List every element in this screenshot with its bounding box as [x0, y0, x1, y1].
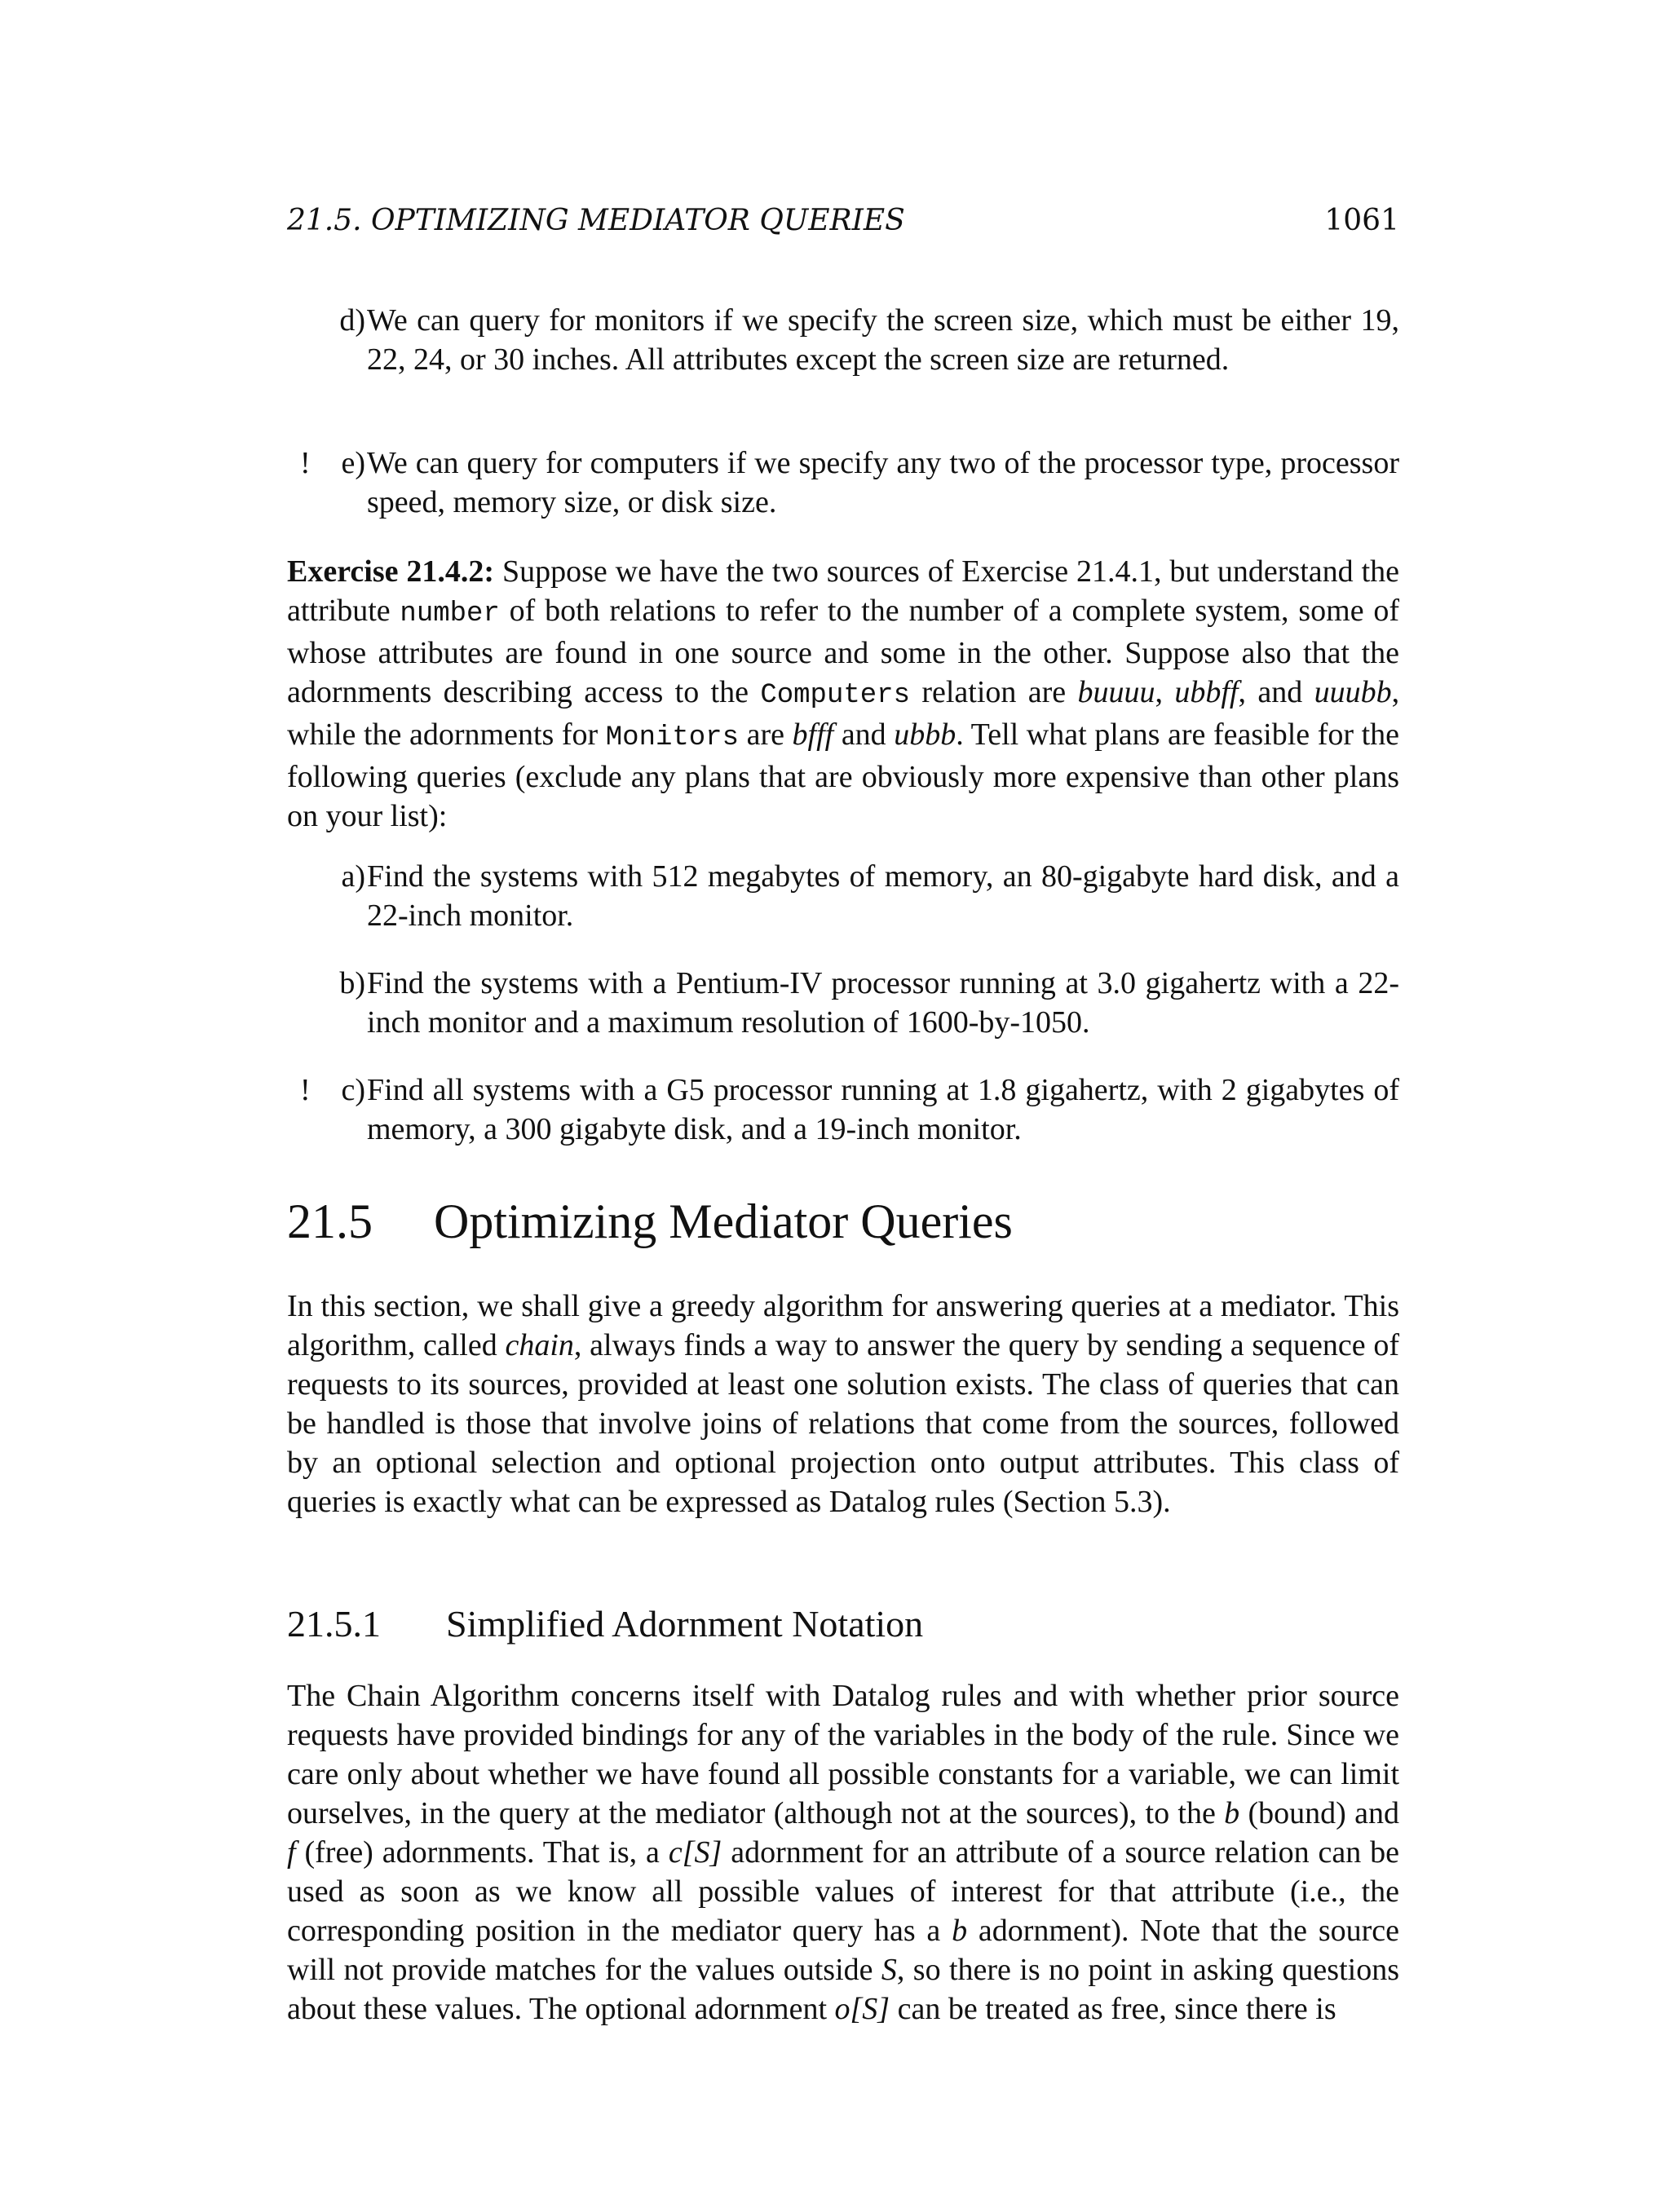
adornment: ubbb	[894, 717, 956, 752]
code-relation-computers: Computers	[760, 680, 910, 711]
subsection-number: 21.5.1	[287, 1603, 381, 1645]
subsection-title: Simplified Adornment Notation	[446, 1603, 924, 1645]
adornment-symbol: c[S]	[668, 1835, 722, 1870]
adornment-symbol: o[S]	[834, 1992, 890, 2026]
adornment: bfff	[792, 717, 834, 752]
exercise-paragraph	[287, 552, 1399, 836]
list-item	[300, 1071, 1399, 1149]
section-heading	[287, 1194, 1013, 1250]
list-item	[300, 444, 1399, 522]
exercise-text: , while the adornments for	[287, 675, 1400, 752]
item-label: b)	[339, 966, 365, 1000]
adornment: buuuu	[1077, 675, 1155, 709]
adornment-symbol: f	[287, 1835, 296, 1870]
subsection-paragraph	[287, 1676, 1399, 2029]
section-title: Optimizing Mediator Queries	[434, 1194, 1013, 1248]
code-attribute-number: number	[400, 598, 500, 629]
paragraph-text: In this section, we shall give a greedy algorithm for answering queries at a mediator. This algorithm, called	[287, 1289, 1399, 1362]
item-label: c)	[341, 1073, 365, 1107]
page-number: 1061	[1324, 204, 1399, 237]
exercise-text: relation are	[921, 675, 1067, 709]
paragraph-text: , so there is no point in asking questions about these values. The optional adornment	[287, 1953, 1399, 2026]
item-label: a)	[341, 859, 365, 894]
paragraph-text: (free) adornments. That is, a	[304, 1835, 660, 1870]
item-text: We can query for monitors if we specify the screen size, which must be either 19, 22, 24, or 30 inches. All attributes except the screen size are returned.	[367, 303, 1399, 377]
difficulty-mark: !	[300, 1073, 311, 1107]
exercise-text: , and	[1238, 675, 1303, 709]
exercise-label: Exercise 21.4.2:	[287, 554, 495, 589]
exercise-text: Suppose we have the two sources of Exercise 21.4.1, but understand the attribute	[287, 554, 1399, 628]
list-item	[316, 301, 1399, 379]
adornment: ubbff	[1174, 675, 1239, 709]
adornment-symbol: b	[952, 1914, 968, 1948]
set-symbol: S	[881, 1953, 897, 1987]
exercise-text: ,	[1155, 675, 1163, 709]
list-item	[316, 857, 1399, 935]
paragraph-text: (bound) and	[1248, 1796, 1399, 1830]
item-label: e)	[341, 446, 365, 480]
subsection-heading	[287, 1602, 923, 1645]
adornment-symbol: b	[1224, 1796, 1240, 1830]
paragraph-text: , always finds a way to answer the query by sending a sequence of requests to its sources, provided at least one solution exists. The class of queries that can be handled is those that involve joins of relations that come from the sources, followed by an optional selection and optional projection onto output attributes. This class of queries is exactly what can be expressed as Datalog rules (Section 5.3).	[287, 1328, 1399, 1519]
item-text: We can query for computers if we specify any two of the processor type, processor speed, memory size, or disk size.	[367, 446, 1399, 519]
item-text: Find the systems with a Pentium-IV processor running at 3.0 gigahertz with a 22-inch monitor and a maximum resolution of 1600-by-1050.	[367, 966, 1399, 1040]
paragraph-text: adornment for an attribute of a source relation can be used as soon as we know all possible values of interest for that attribute (i.e., the corresponding position in the mediator query has a	[287, 1835, 1400, 1948]
item-text: Find the systems with 512 megabytes of memory, an 80-gigabyte hard disk, and a 22-inch monitor.	[367, 859, 1399, 933]
section-number: 21.5	[287, 1194, 373, 1248]
difficulty-mark: !	[300, 446, 311, 480]
item-text: Find all systems with a G5 processor running at 1.8 gigahertz, with 2 gigabytes of memory, a 300 gigabyte disk, and a 19-inch monitor.	[367, 1073, 1399, 1146]
algorithm-name: chain	[505, 1328, 574, 1362]
exercise-text: of both relations to refer to the number of a complete system, some of whose attributes are found in one source and some in the other. Suppose also that the adornments describing access to the	[287, 594, 1400, 709]
section-intro-paragraph	[287, 1287, 1399, 1521]
paragraph-text: adornment). Note that the source will not provide matches for the values outside	[287, 1914, 1399, 1987]
exercise-text: . Tell what plans are feasible for the following queries (exclude any plans that are obviously more expensive than other plans on your list):	[287, 717, 1400, 833]
paragraph-text: The Chain Algorithm concerns itself with Datalog rules and with whether prior source requests have provided bindings for any of the variables in the body of the rule. Since we care only about whether we have found all possible constants for a variable, we can limit ourselves, in the query at the mediator (although not at the sources), to the	[287, 1679, 1399, 1830]
running-header-title: 21.5. OPTIMIZING MEDIATOR QUERIES	[287, 204, 905, 237]
adornment: uuubb	[1314, 675, 1392, 709]
running-header	[287, 204, 1399, 245]
exercise-text: and	[841, 717, 886, 752]
item-label: d)	[339, 303, 365, 338]
exercise-text: are	[746, 717, 784, 752]
code-relation-monitors: Monitors	[605, 722, 739, 753]
list-item	[316, 964, 1399, 1042]
paragraph-text: can be treated as free, since there is	[897, 1992, 1336, 2026]
